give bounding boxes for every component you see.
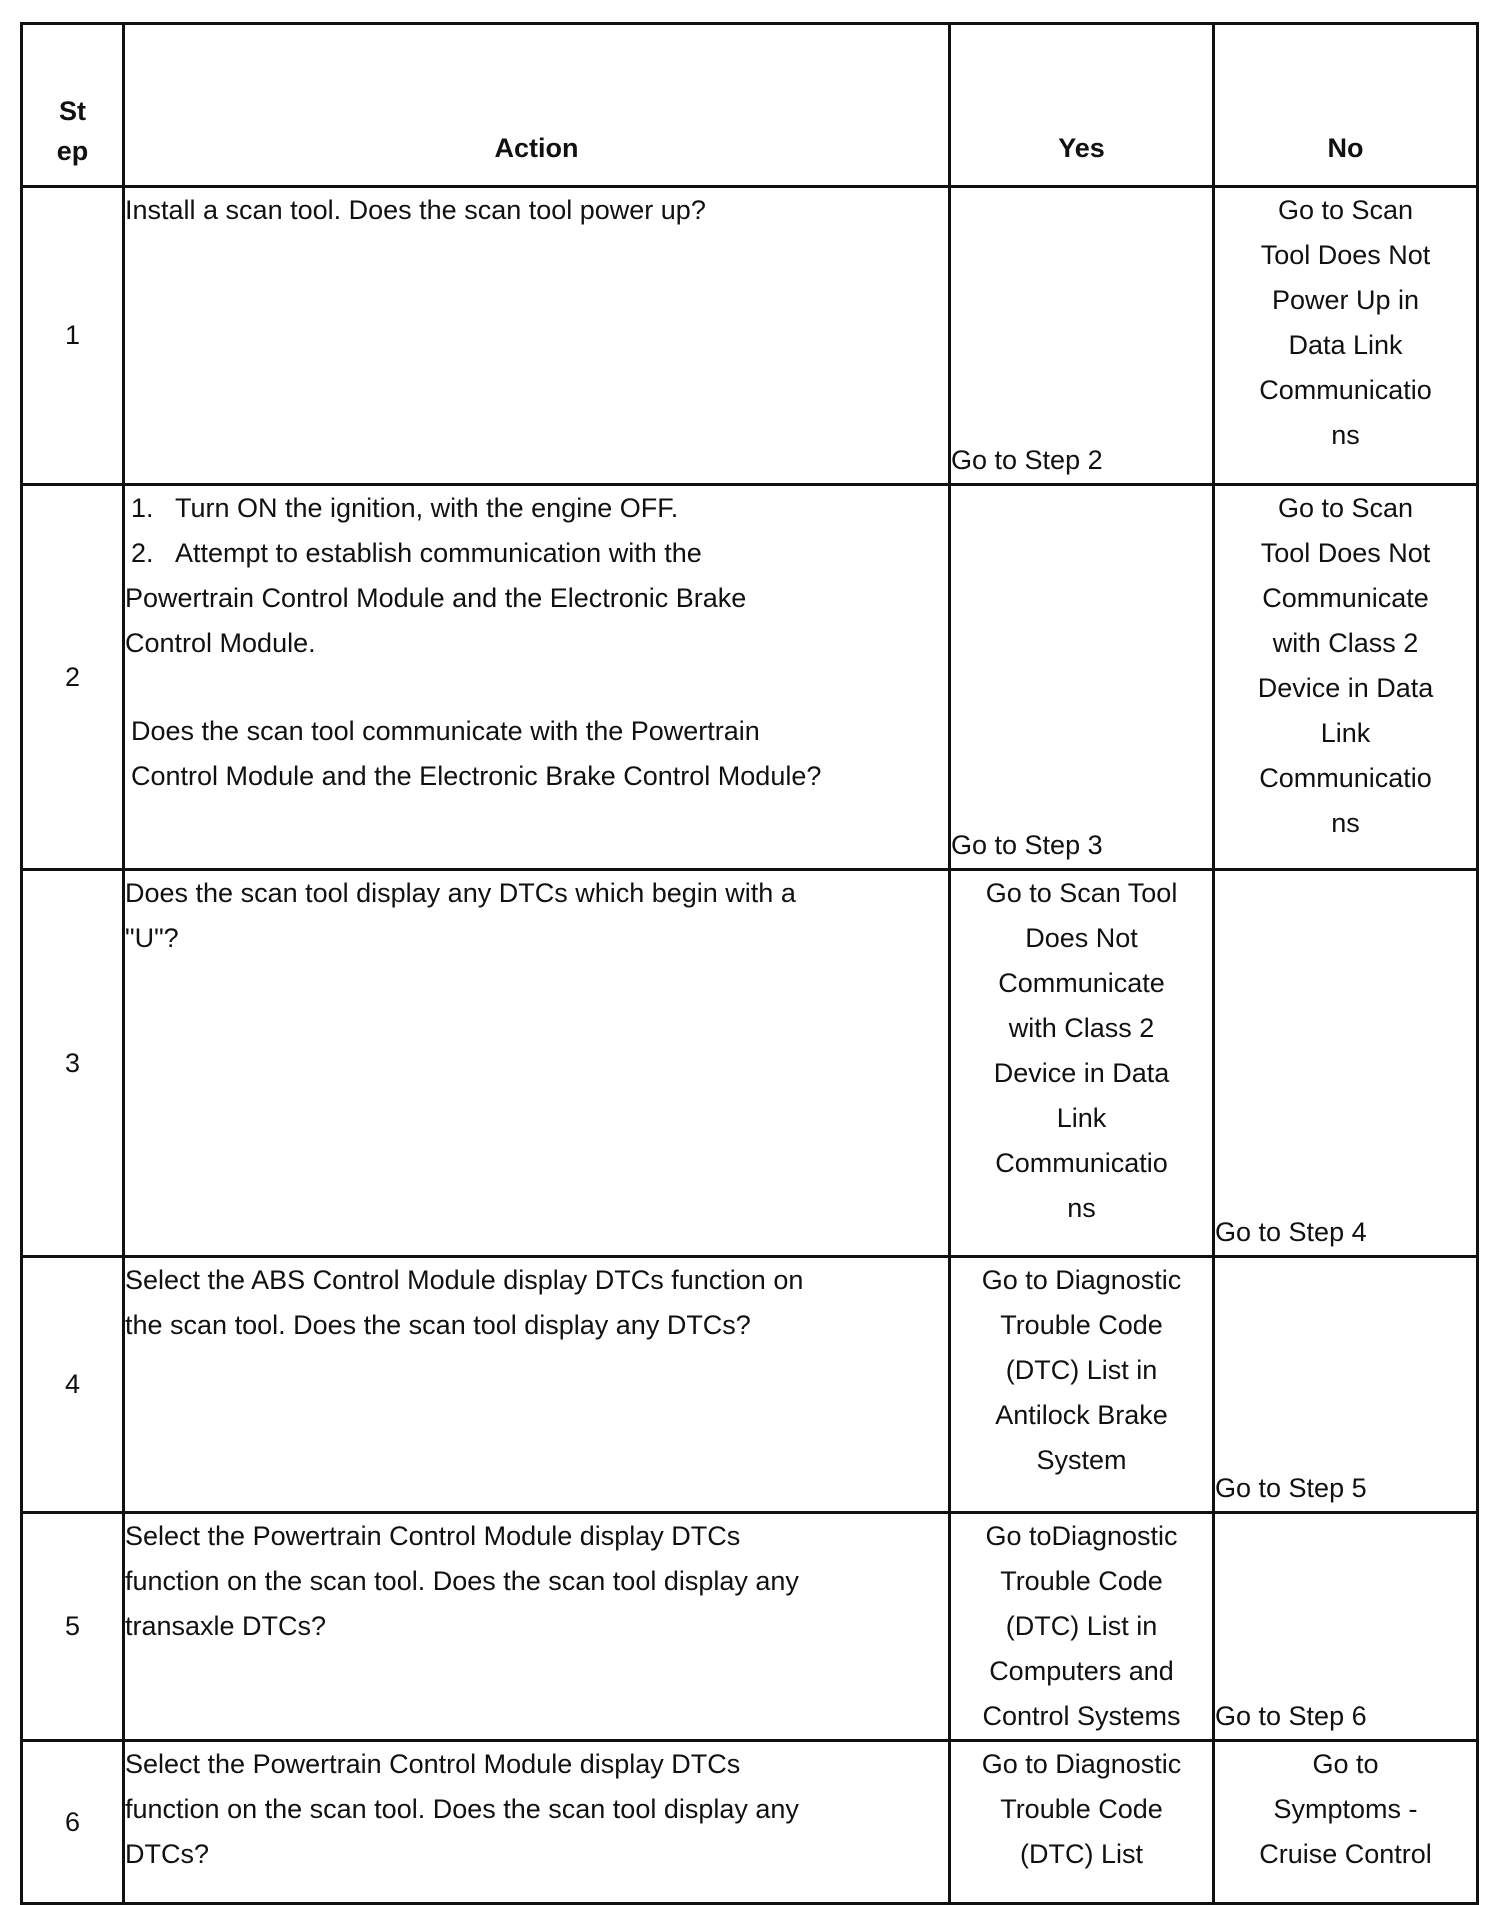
diagnostic-table (20, 22, 1479, 1905)
table-row (22, 1257, 1478, 1513)
table-row (22, 1741, 1478, 1904)
action-list-item (125, 486, 948, 531)
no-result: Go to Symptoms - Cruise Control (1214, 1741, 1478, 1904)
yes-result: Go to Diagnostic Trouble Code (DTC) List in Antilock Brake System (950, 1257, 1214, 1513)
header-row (22, 24, 1478, 187)
header-yes: Yes (950, 24, 1214, 187)
step-number: 6 (22, 1741, 124, 1904)
step-number: 3 (22, 870, 124, 1257)
action-text: Select the Powertrain Control Module display DTCs function on the scan tool. Does the scan tool display any DTCs? (124, 1741, 950, 1904)
action-text: Install a scan tool. Does the scan tool power up? (124, 187, 950, 485)
step-number: 5 (22, 1513, 124, 1741)
header-step: St ep (22, 24, 124, 187)
table-row (22, 870, 1478, 1257)
yes-result: Go to Step 3 (950, 485, 1214, 870)
header-action: Action (124, 24, 950, 187)
no-result: Go to Scan Tool Does Not Communicate with Class 2 Device in Data Link Communicatio ns (1214, 485, 1478, 870)
list-text: Turn ON the ignition, with the engine OFF. (175, 493, 679, 523)
no-result: Go to Step 6 (1214, 1513, 1478, 1741)
header-no: No (1214, 24, 1478, 187)
action-question: Does the scan tool communicate with the Powertrain Control Module and the Electronic Brake Control Module? (131, 716, 822, 791)
action-text (124, 485, 950, 870)
action-text: Select the Powertrain Control Module display DTCs function on the scan tool. Does the scan tool display any transaxle DTCs? (124, 1513, 950, 1741)
list-text: Attempt to establish communication with the Powertrain Control Module and the Electronic Brake Control Module. (125, 538, 747, 658)
step-number: 4 (22, 1257, 124, 1513)
action-list-item (125, 531, 948, 666)
list-number: 2. (131, 538, 154, 568)
step-number: 2 (22, 485, 124, 870)
no-result: Go to Step 5 (1214, 1257, 1478, 1513)
action-text: Select the ABS Control Module display DTCs function on the scan tool. Does the scan tool display any DTCs? (124, 1257, 950, 1513)
table-row (22, 187, 1478, 485)
yes-result: Go to Diagnostic Trouble Code (DTC) List (950, 1741, 1214, 1904)
list-number: 1. (131, 493, 154, 523)
no-result: Go to Scan Tool Does Not Power Up in Data Link Communicatio ns (1214, 187, 1478, 485)
yes-result: Go toDiagnostic Trouble Code (DTC) List in Computers and Control Systems (950, 1513, 1214, 1741)
table-row (22, 485, 1478, 870)
action-text: Does the scan tool display any DTCs which begin with a "U"? (124, 870, 950, 1257)
yes-result: Go to Step 2 (950, 187, 1214, 485)
table-row (22, 1513, 1478, 1741)
yes-result: Go to Scan Tool Does Not Communicate with Class 2 Device in Data Link Communicatio ns (950, 870, 1214, 1257)
step-number: 1 (22, 187, 124, 485)
no-result: Go to Step 4 (1214, 870, 1478, 1257)
